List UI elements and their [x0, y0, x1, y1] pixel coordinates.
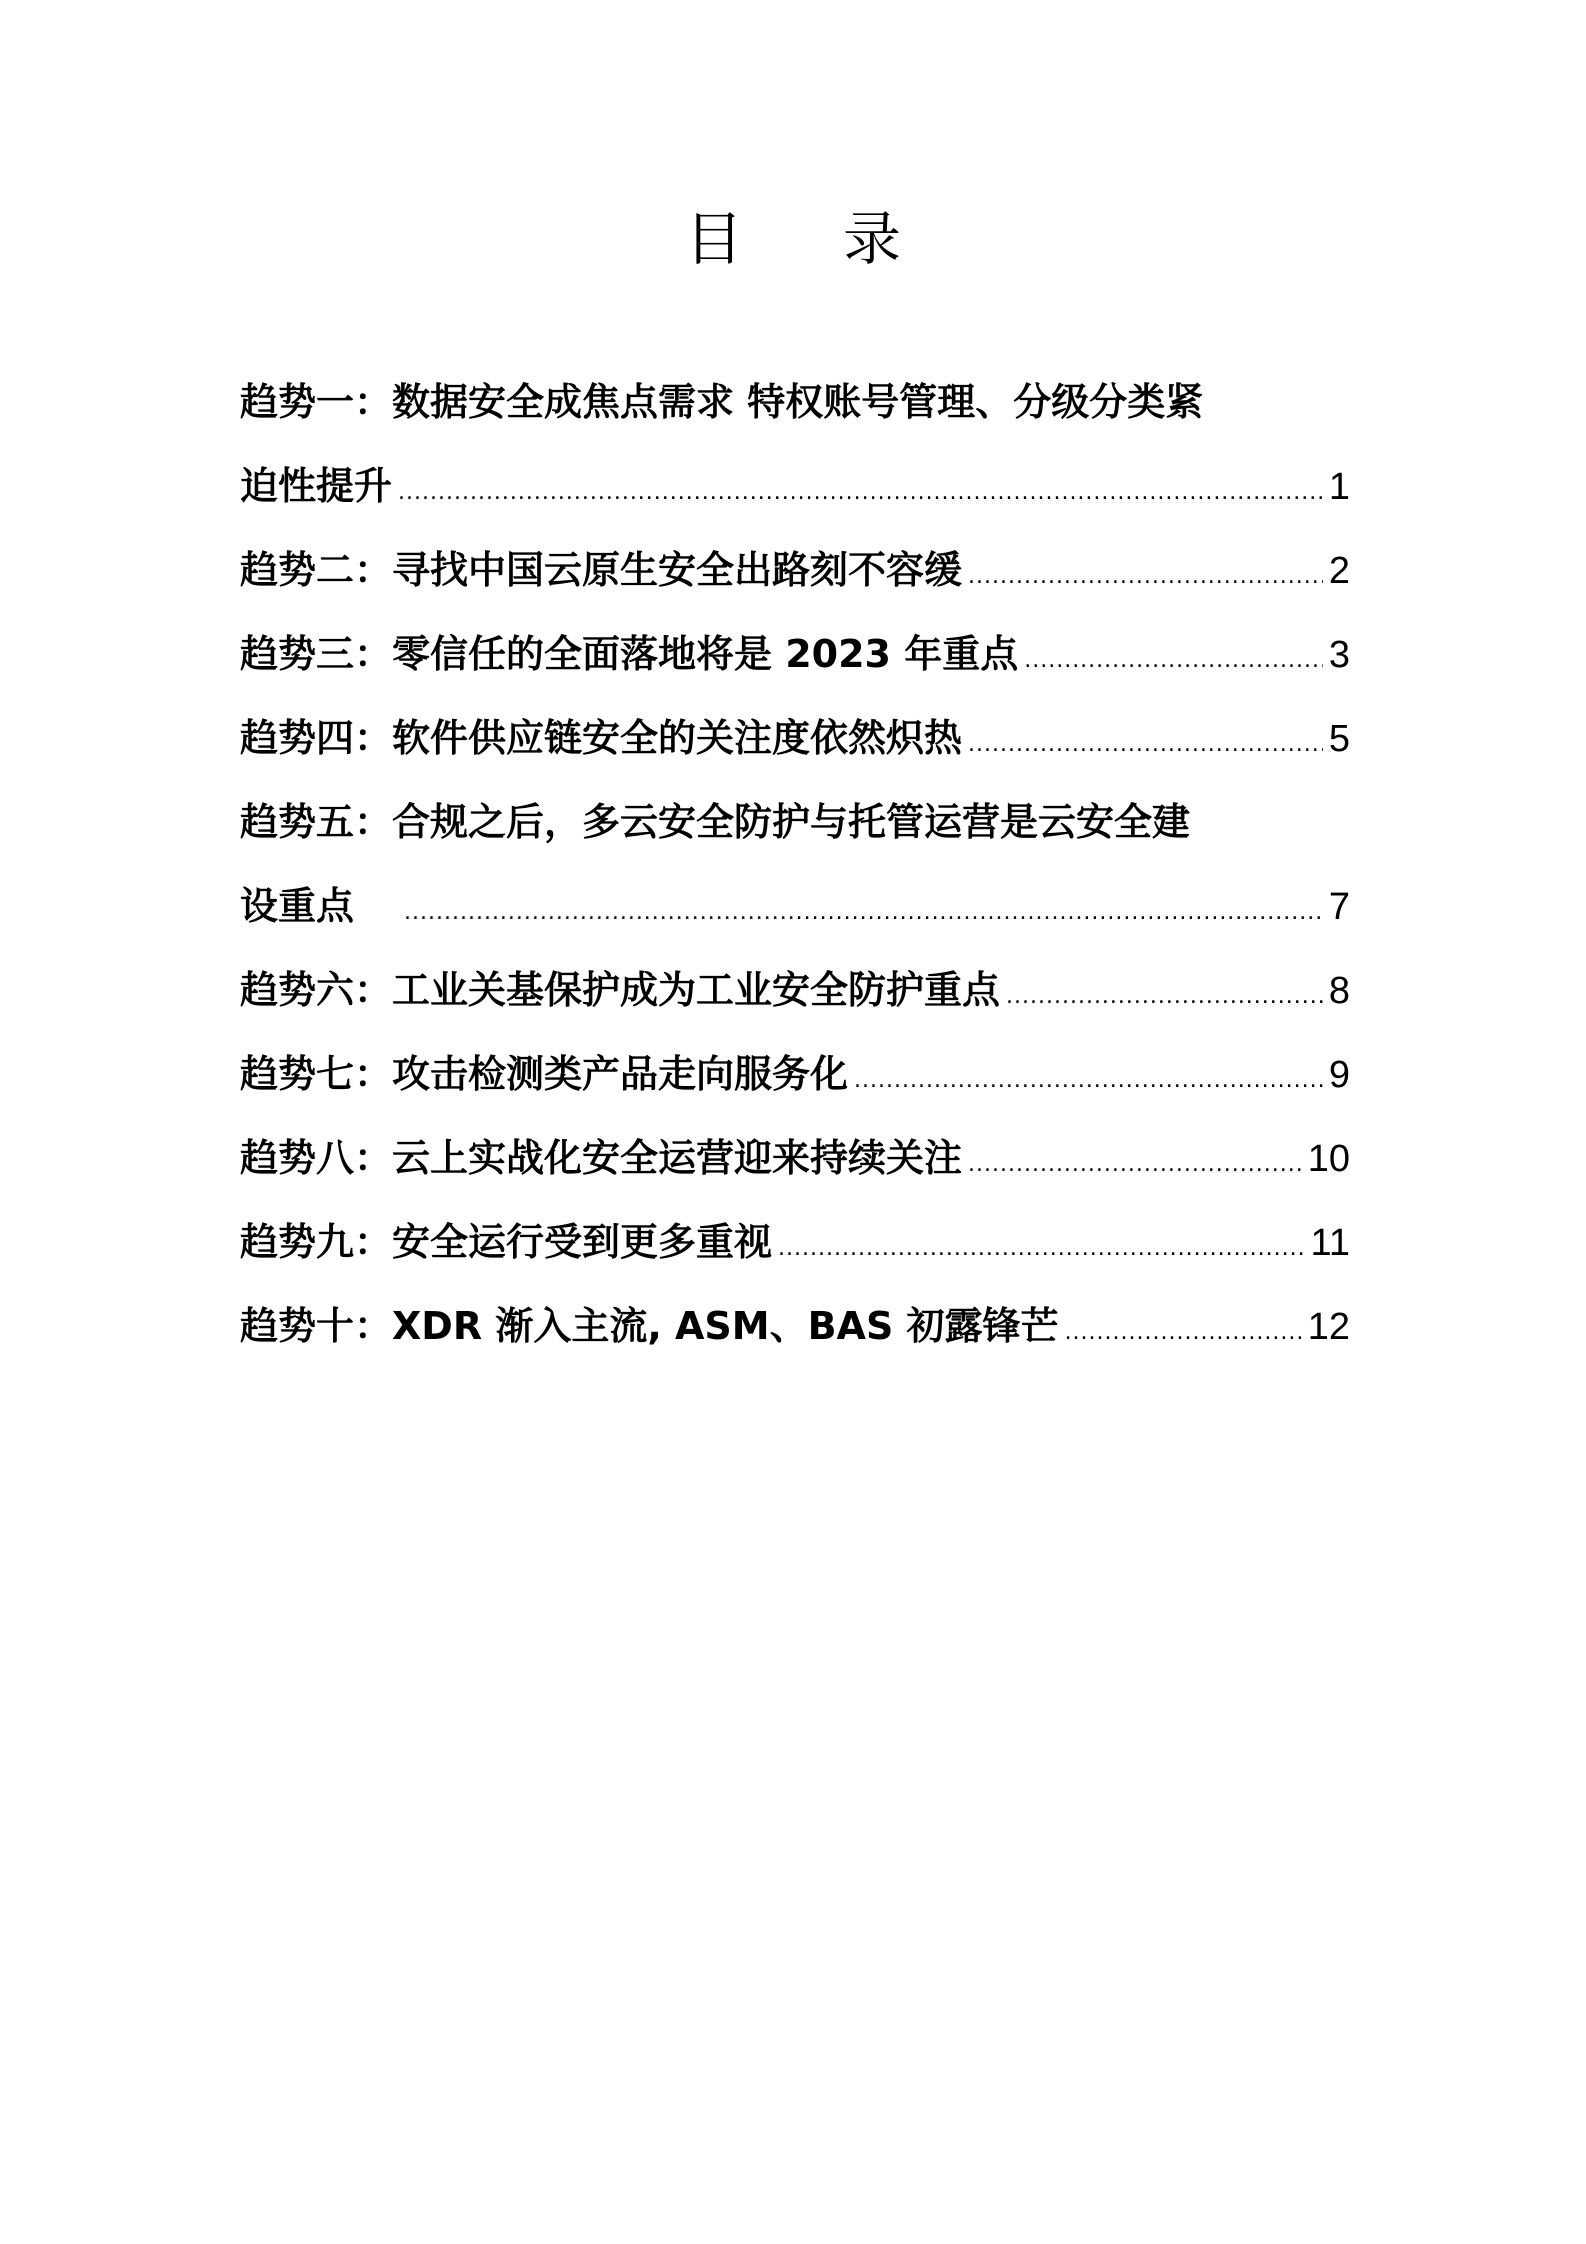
- toc-entry-text: 迫性提升: [240, 464, 393, 508]
- toc-entry-text: 设重点: [240, 884, 355, 928]
- toc-entry-8[interactable]: [240, 1116, 1350, 1200]
- toc-page-number: 5: [1328, 718, 1350, 760]
- toc-entry-6[interactable]: [240, 948, 1350, 1032]
- toc-entry-5-line-2[interactable]: [240, 864, 1350, 948]
- toc-entry-text: 趋势六：工业关基保护成为工业安全防护重点: [240, 968, 1001, 1012]
- toc-entry-1-line-1[interactable]: [240, 360, 1350, 444]
- toc-entry-2[interactable]: [240, 528, 1350, 612]
- toc-entry-5-line-1[interactable]: [240, 780, 1350, 864]
- toc-leader-dots: [968, 528, 1323, 619]
- toc-page-number: 12: [1307, 1306, 1350, 1348]
- toc-entry-3[interactable]: [240, 612, 1350, 696]
- toc-leader-dots: [398, 444, 1323, 535]
- toc-entry-text: 趋势二：寻找中国云原生安全出路刻不容缓: [240, 548, 963, 592]
- toc-entry-text: 趋势九：安全运行受到更多重视: [240, 1220, 773, 1264]
- toc-entry-text: 趋势八：云上实战化安全运营迎来持续关注: [240, 1136, 963, 1180]
- toc-page-number: 1: [1328, 466, 1350, 508]
- toc-page-number: 8: [1328, 970, 1350, 1012]
- toc-leader-dots: [778, 1200, 1305, 1291]
- toc-entry-text: 趋势十：XDR 渐入主流, ASM、BAS 初露锋芒: [240, 1304, 1059, 1348]
- title-char-2: 录: [843, 205, 902, 273]
- toc-leader-dots: [968, 1116, 1302, 1207]
- toc-leader-dots: [404, 864, 1323, 955]
- title-char-1: 目: [684, 205, 743, 273]
- toc-leader-dots: [1065, 1284, 1302, 1375]
- table-of-contents: [240, 360, 1350, 1368]
- toc-leader-dots: [854, 1032, 1323, 1123]
- toc-leader-dots: [968, 696, 1323, 787]
- toc-page-number: 10: [1307, 1138, 1350, 1180]
- toc-page-number: 11: [1310, 1222, 1350, 1264]
- toc-entry-text: 趋势五：合规之后，多云安全防护与托管运营是云安全建: [240, 800, 1191, 844]
- toc-entry-text: 趋势七：攻击检测类产品走向服务化: [240, 1052, 849, 1096]
- toc-entry-7[interactable]: [240, 1032, 1350, 1116]
- toc-leader-dots: [1024, 612, 1323, 703]
- toc-page-number: 7: [1328, 886, 1350, 928]
- toc-entry-10[interactable]: [240, 1284, 1350, 1368]
- toc-entry-text: 趋势一：数据安全成焦点需求 特权账号管理、分级分类紧: [240, 380, 1204, 424]
- toc-page-number: 9: [1328, 1054, 1350, 1096]
- toc-entry-1-line-2[interactable]: [240, 444, 1350, 528]
- toc-entry-4[interactable]: [240, 696, 1350, 780]
- page-title: [0, 192, 1586, 276]
- toc-entry-text: 趋势三：零信任的全面落地将是 2023 年重点: [240, 632, 1019, 676]
- toc-entry-9[interactable]: [240, 1200, 1350, 1284]
- toc-page-number: 3: [1328, 634, 1350, 676]
- toc-page-number: 2: [1328, 550, 1350, 592]
- toc-entry-text: 趋势四：软件供应链安全的关注度依然炽热: [240, 716, 963, 760]
- toc-leader-dots: [1006, 948, 1323, 1039]
